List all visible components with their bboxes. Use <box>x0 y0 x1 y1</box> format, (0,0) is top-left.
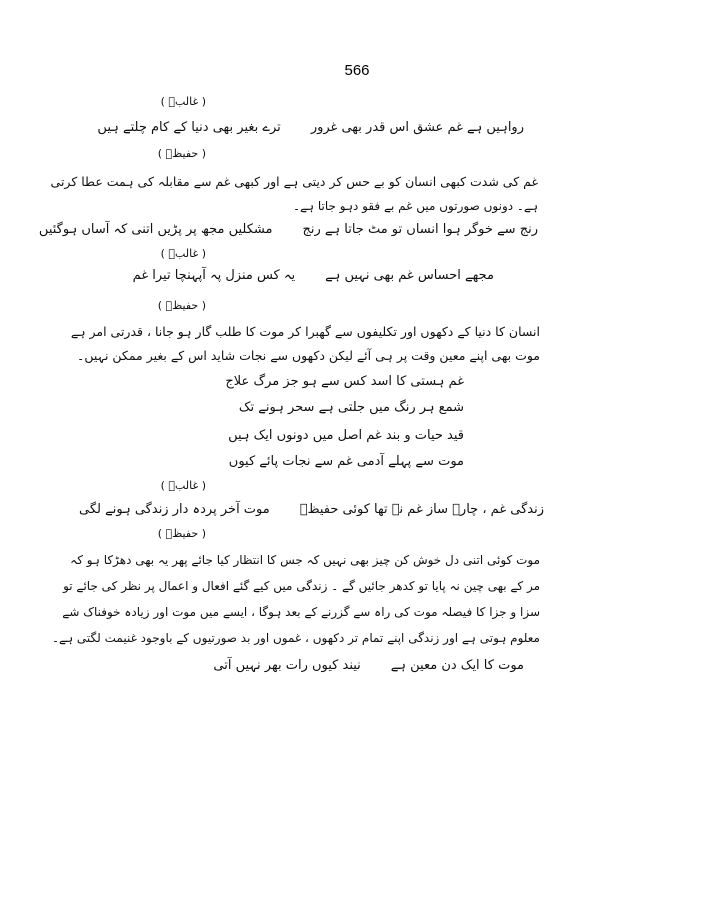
prose-line: غم کی شدت کبھی انسان کو بے حس کر دیتی ہے اور کبھی غم سے مقابلہ کی ہمت عطا کرتی <box>50 174 538 189</box>
hemistich: موت آخر پردہ دار زندگی ہونے لگی <box>79 502 270 517</box>
couplet-line <box>213 656 524 676</box>
poet-attribution-ghalib: ( غالبؔ ) <box>160 95 206 108</box>
poet-attribution-hafeez: ( حفیظؔ ) <box>157 527 206 540</box>
page-number: 566 <box>344 62 370 79</box>
hemistich: موت کا ایک دن معین ہے <box>390 658 524 673</box>
couplet-line <box>97 118 524 138</box>
prose-line: معلوم ہوتی ہے اور زندگی اپنے تمام تر دکھوں ، غموں اور بد صورتیوں کے باوجود غنیمت لگتی ہے۔ <box>52 631 540 645</box>
poet-attribution-hafeez: ( حفیظؔ ) <box>157 299 206 312</box>
prose-line: ہے۔ دونوں صورتوں میں غم بے فقو دہو جاتا ہے۔ <box>292 199 538 213</box>
poet-attribution-ghalib: ( غالبؔ ) <box>160 479 206 492</box>
couplet-line <box>133 266 494 286</box>
hemistich: مجھے احساس غم بھی نہیں ہے <box>325 268 494 283</box>
hemistich: رنج سے خوگر ہوا انساں تو مٹ جاتا ہے رنج <box>302 222 538 237</box>
verse-line: قید حیات و بند غم اصل میں دونوں ایک ہیں <box>228 428 464 443</box>
prose-line: موت کوئی اتنی دل خوش کن چیز بھی نہیں کہ جس کا انتظار کیا جائے پھر یہ بھی دھڑکا ہو کہ <box>70 553 540 567</box>
prose-line: موت بھی اپنے معین وقت پر ہی آئے لیکن دکھوں سے نجات شاید اس کے بغیر ممکن نہیں۔ <box>77 348 540 363</box>
couplet-line <box>79 500 544 520</box>
poet-attribution-hafeez: ( حفیظؔ ) <box>157 147 206 160</box>
couplet-line <box>39 220 538 240</box>
verse-line: غم ہستی کا اسد کس سے ہو جز مرگ علاج <box>225 374 464 389</box>
hemistich: یہ کس منزل پہ آپہنچا تیرا غم <box>132 268 296 283</box>
hemistich: زندگی غم ، چارہ ساز غم نہ تھا کوئی حفیظؔ <box>299 502 544 517</box>
hemistich: رواہیں ہے غم عشق اس قدر بھی غرور <box>310 120 524 135</box>
verse-line: شمع ہر رنگ میں جلتی ہے سحر ہونے تک <box>238 400 464 415</box>
prose-line: سزا و جزا کا فیصلہ موت کی راہ سے گزرنے کے بعد ہوگا ، ایسے میں موت اور زیادہ خوفناک شے <box>62 605 540 619</box>
hemistich: مشکلیں مجھ پر پڑیں اتنی کہ آساں ہوگئیں <box>38 222 273 237</box>
poet-attribution-ghalib: ( غالبؔ ) <box>160 247 206 260</box>
prose-line: مر کے بھی چین نہ پایا تو کدھر جائیں گے ۔ زندگی میں کیے گئے افعال و اعمال پر نظر کی جائے تو <box>63 579 540 593</box>
hemistich: ترے بغیر بھی دنیا کے کام چلتے ہیں <box>97 120 281 135</box>
verse-line: موت سے پہلے آدمی غم سے نجات پائے کیوں <box>228 454 464 469</box>
prose-line: انسان کا دنیا کے دکھوں اور تکلیفوں سے گھبرا کر موت کا طلب گار ہو جانا ، قدرتی امر ہے <box>70 324 540 339</box>
hemistich: نیند کیوں رات بھر نہیں آتی <box>213 658 361 673</box>
